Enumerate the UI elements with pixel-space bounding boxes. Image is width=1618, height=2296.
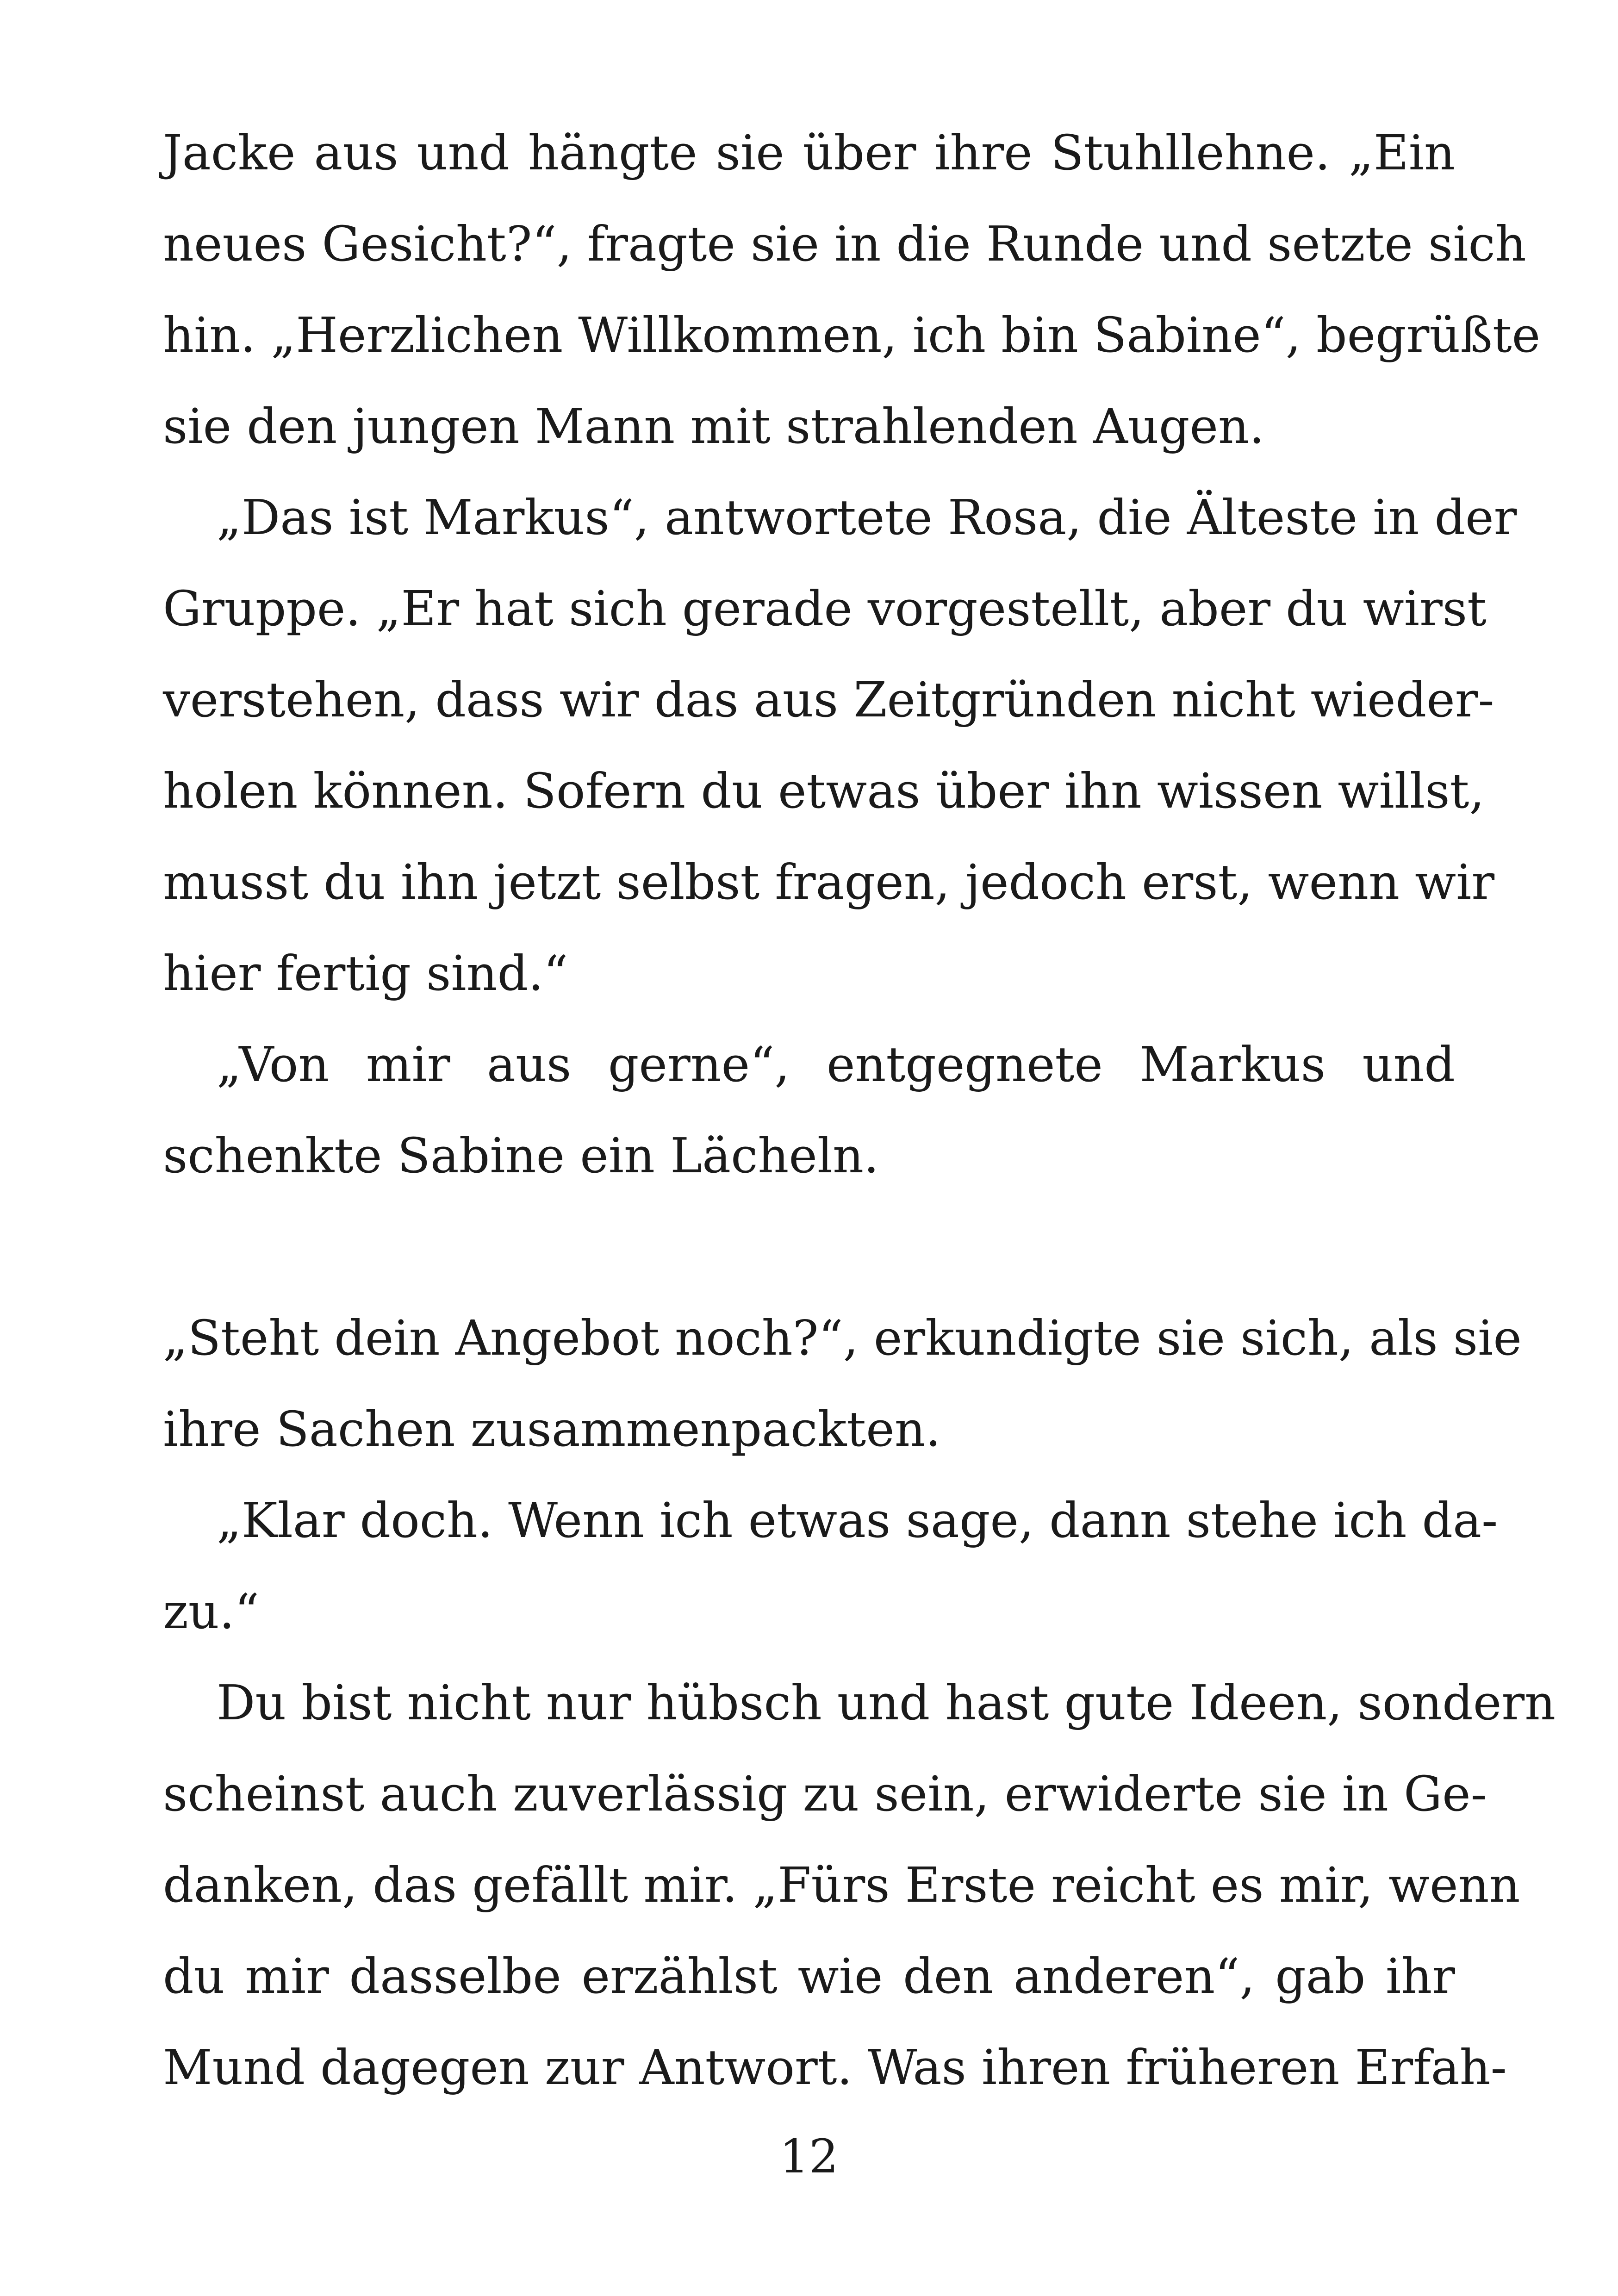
text-line: du mir dasselbe erzählst wie den anderen“, gab ihr bbox=[163, 1948, 1455, 2004]
text-line: hier fertig sind.“ bbox=[163, 945, 568, 1002]
page-number: 12 bbox=[779, 2129, 839, 2184]
text-line: „Steht dein Angebot noch?“, erkundigte sie sich, als sie bbox=[163, 1310, 1522, 1366]
text-line: „Von mir aus gerne“, entgegnete Markus und bbox=[217, 1036, 1455, 1093]
text-line: musst du ihn jetzt selbst fragen, jedoch erst, wenn wir bbox=[163, 854, 1495, 910]
paragraph-3 bbox=[163, 1019, 1455, 1201]
text-line: sie den jungen Mann mit strahlenden Augen. bbox=[163, 398, 1265, 454]
paragraph-6 bbox=[163, 1657, 1556, 2113]
scene-break bbox=[163, 1201, 1455, 1293]
paragraph-1 bbox=[163, 107, 1541, 472]
text-line: danken, das gefällt mir. „Fürs Erste reicht es mir, wenn bbox=[163, 1857, 1520, 1913]
text-line: „Klar doch. Wenn ich etwas sage, dann stehe ich da- bbox=[217, 1492, 1498, 1549]
body-text bbox=[163, 107, 1556, 2113]
text-line: hin. „Herzlichen Willkommen, ich bin Sabine“, begrüßte bbox=[163, 307, 1541, 363]
text-line: „Das ist Markus“, antwortete Rosa, die Älteste in der bbox=[217, 489, 1517, 546]
text-line: Du bist nicht nur hübsch und hast gute Ideen, sondern bbox=[217, 1674, 1556, 1731]
text-line: holen können. Sofern du etwas über ihn wissen willst, bbox=[163, 763, 1485, 819]
text-line: neues Gesicht?“, fragte sie in die Runde und setzte sich bbox=[163, 216, 1526, 272]
text-line: scheinst auch zuverlässig zu sein, erwiderte sie in Ge- bbox=[163, 1766, 1487, 1822]
text-line: Mund dagegen zur Antwort. Was ihren früheren Erfah- bbox=[163, 2039, 1507, 2096]
paragraph-4 bbox=[163, 1293, 1522, 1475]
text-line: verstehen, dass wir das aus Zeitgründen nicht wieder- bbox=[163, 672, 1494, 728]
text-line: ihre Sachen zusammenpackten. bbox=[163, 1401, 941, 1457]
text-line: zu.“ bbox=[163, 1583, 259, 1640]
text-line: Gruppe. „Er hat sich gerade vorgestellt, aber du wirst bbox=[163, 580, 1487, 637]
text-line: Jacke aus und hängte sie über ihre Stuhllehne. „Ein bbox=[163, 124, 1455, 181]
text-line: schenkte Sabine ein Lächeln. bbox=[163, 1127, 879, 1184]
paragraph-5 bbox=[163, 1475, 1498, 1657]
paragraph-2 bbox=[163, 472, 1517, 1019]
